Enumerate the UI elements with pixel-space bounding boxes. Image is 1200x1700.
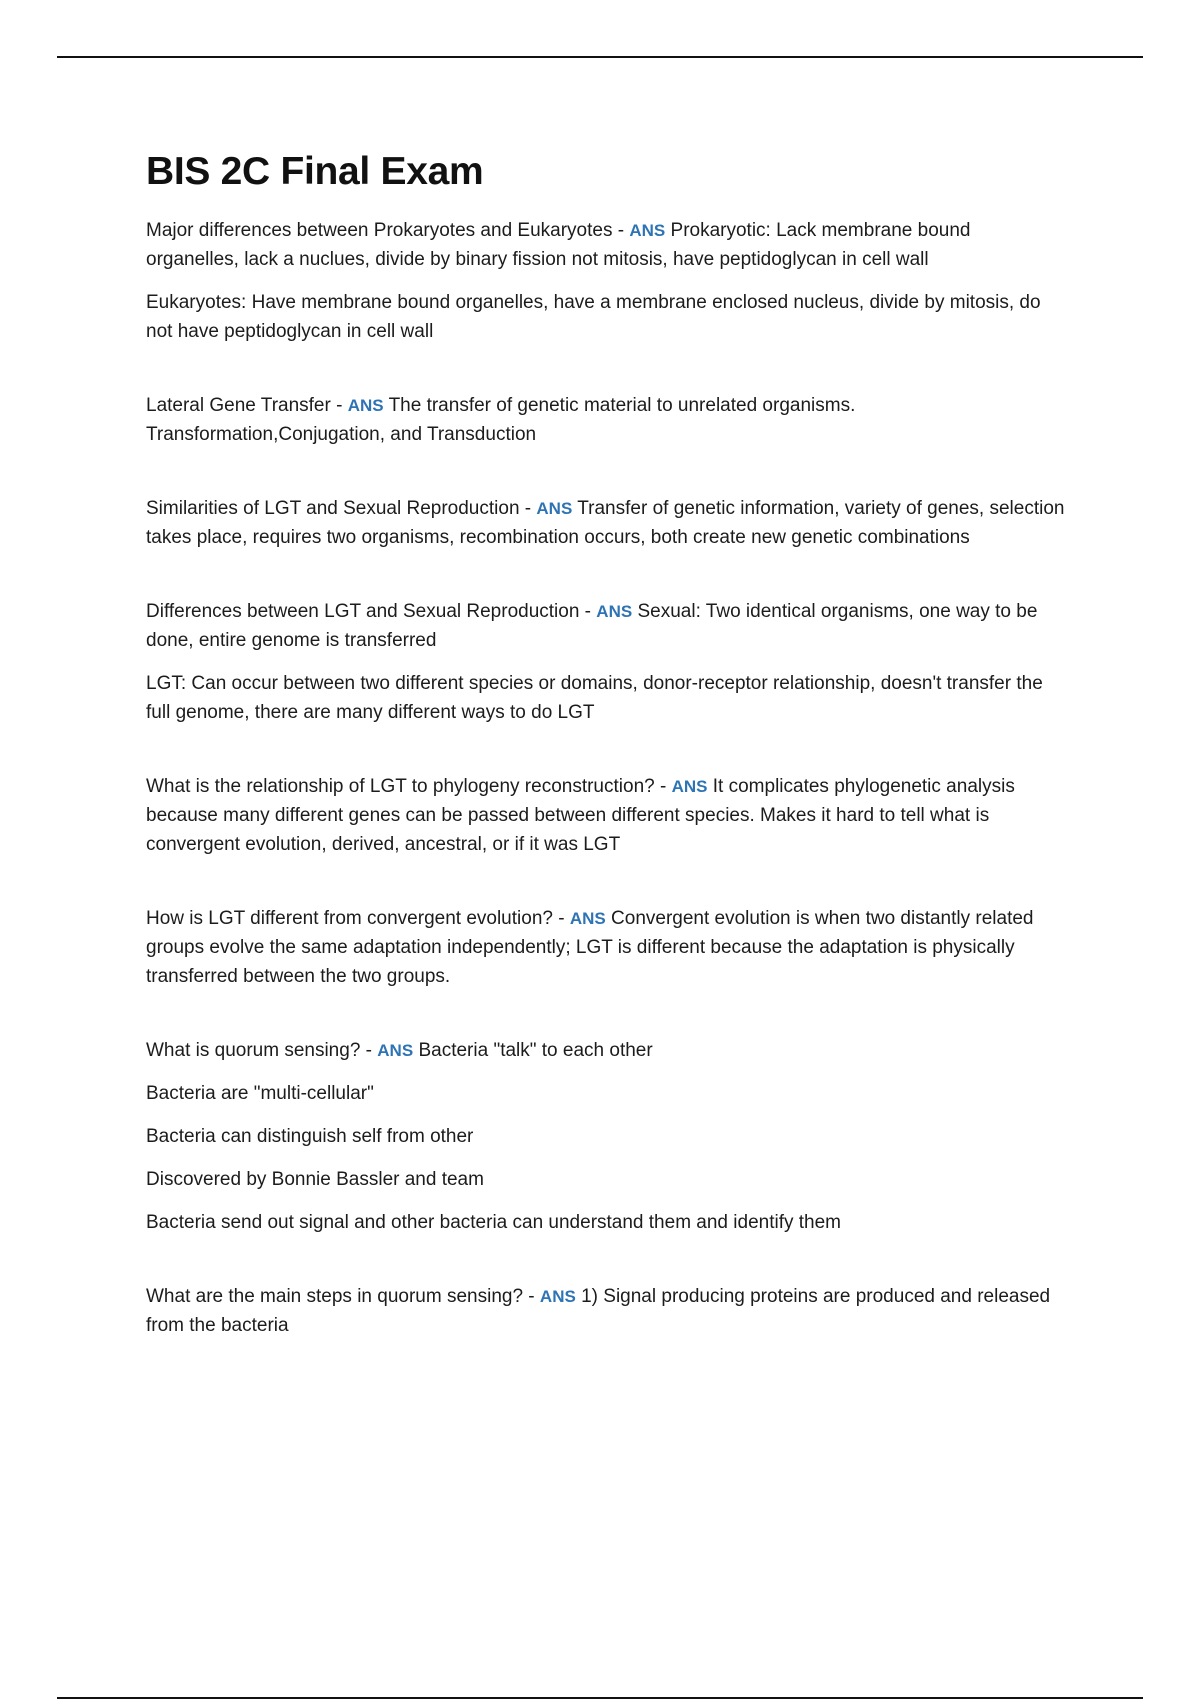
answer-text: 1) Signal producing proteins are produced and released from the bacteria — [146, 1286, 1051, 1336]
answer-continuation: Bacteria can distinguish self from other — [146, 1126, 474, 1147]
question-text: What are the main steps in quorum sensing? - — [146, 1286, 535, 1307]
question-text: What is quorum sensing? - — [146, 1040, 372, 1061]
question-text: Lateral Gene Transfer - — [146, 395, 343, 416]
qa-entry-prokaryotes-eukaryotes — [146, 216, 1066, 346]
answer-continuation: LGT: Can occur between two different species or domains, donor-receptor relationship, doesn't transfer the full genome, there are many different ways to do LGT — [146, 673, 1043, 723]
qa-entry-lgt-similarities — [146, 494, 1066, 552]
ans-marker: ANS — [671, 777, 708, 796]
qa-entry-lgt-phylogeny — [146, 772, 1066, 859]
qa-entry-lgt-convergent — [146, 904, 1066, 991]
document-title: BIS 2C Final Exam — [146, 150, 484, 193]
answer-continuation: Bacteria send out signal and other bacteria can understand them and identify them — [146, 1212, 841, 1233]
answer-text: The transfer of genetic material to unrelated organisms. Transformation,Conjugation, and Transduction — [146, 395, 856, 445]
ans-marker: ANS — [596, 602, 633, 621]
qa-paragraph — [146, 904, 1066, 991]
qa-paragraph — [146, 772, 1066, 859]
qa-paragraph — [146, 1036, 1066, 1065]
answer-continuation: Discovered by Bonnie Bassler and team — [146, 1169, 484, 1190]
ans-marker: ANS — [539, 1287, 576, 1306]
qa-paragraph — [146, 391, 1066, 449]
qa-entry-quorum-sensing — [146, 1036, 1066, 1237]
answer-text: Convergent evolution is when two distantly related groups evolve the same adaptation independently; LGT is different because the adaptation is physically transferred between the two groups. — [146, 908, 1034, 987]
ans-marker: ANS — [377, 1041, 414, 1060]
answer-text: Transfer of genetic information, variety of genes, selection takes place, requires two organisms, recombination occurs, both create new genetic combinations — [146, 498, 1065, 548]
question-text: Differences between LGT and Sexual Reproduction - — [146, 601, 592, 622]
answer-continuation: Bacteria are "multi-cellular" — [146, 1083, 374, 1104]
answer-text: It complicates phylogenetic analysis because many different genes can be passed between different species. Makes it hard to tell what is convergent evolution, derived, ancestral, or if it was LGT — [146, 776, 1015, 855]
top-divider — [57, 56, 1143, 58]
qa-entry-quorum-steps — [146, 1282, 1066, 1340]
document-page — [146, 146, 1066, 1354]
qa-entry-lgt-differences — [146, 597, 1066, 727]
ans-marker: ANS — [347, 396, 384, 415]
qa-paragraph — [146, 1282, 1066, 1340]
ans-marker: ANS — [569, 909, 606, 928]
bottom-divider — [57, 1697, 1143, 1699]
question-text: Similarities of LGT and Sexual Reproduction - — [146, 498, 532, 519]
ans-marker: ANS — [536, 499, 573, 518]
question-text: Major differences between Prokaryotes and Eukaryotes - — [146, 220, 625, 241]
question-text: What is the relationship of LGT to phylogeny reconstruction? - — [146, 776, 667, 797]
question-text: How is LGT different from convergent evolution? - — [146, 908, 565, 929]
answer-text: Sexual: Two identical organisms, one way to be done, entire genome is transferred — [146, 601, 1038, 651]
qa-paragraph — [146, 597, 1066, 655]
qa-entry-lateral-gene-transfer — [146, 391, 1066, 449]
qa-paragraph — [146, 494, 1066, 552]
answer-continuation: Eukaryotes: Have membrane bound organelles, have a membrane enclosed nucleus, divide by mitosis, do not have peptidoglycan in cell wall — [146, 292, 1041, 342]
answer-text: Prokaryotic: Lack membrane bound organelles, lack a nuclues, divide by binary fission not mitosis, have peptidoglycan in cell wall — [146, 220, 971, 270]
answer-text: Bacteria "talk" to each other — [418, 1040, 653, 1061]
ans-marker: ANS — [629, 221, 666, 240]
qa-paragraph — [146, 216, 1066, 274]
